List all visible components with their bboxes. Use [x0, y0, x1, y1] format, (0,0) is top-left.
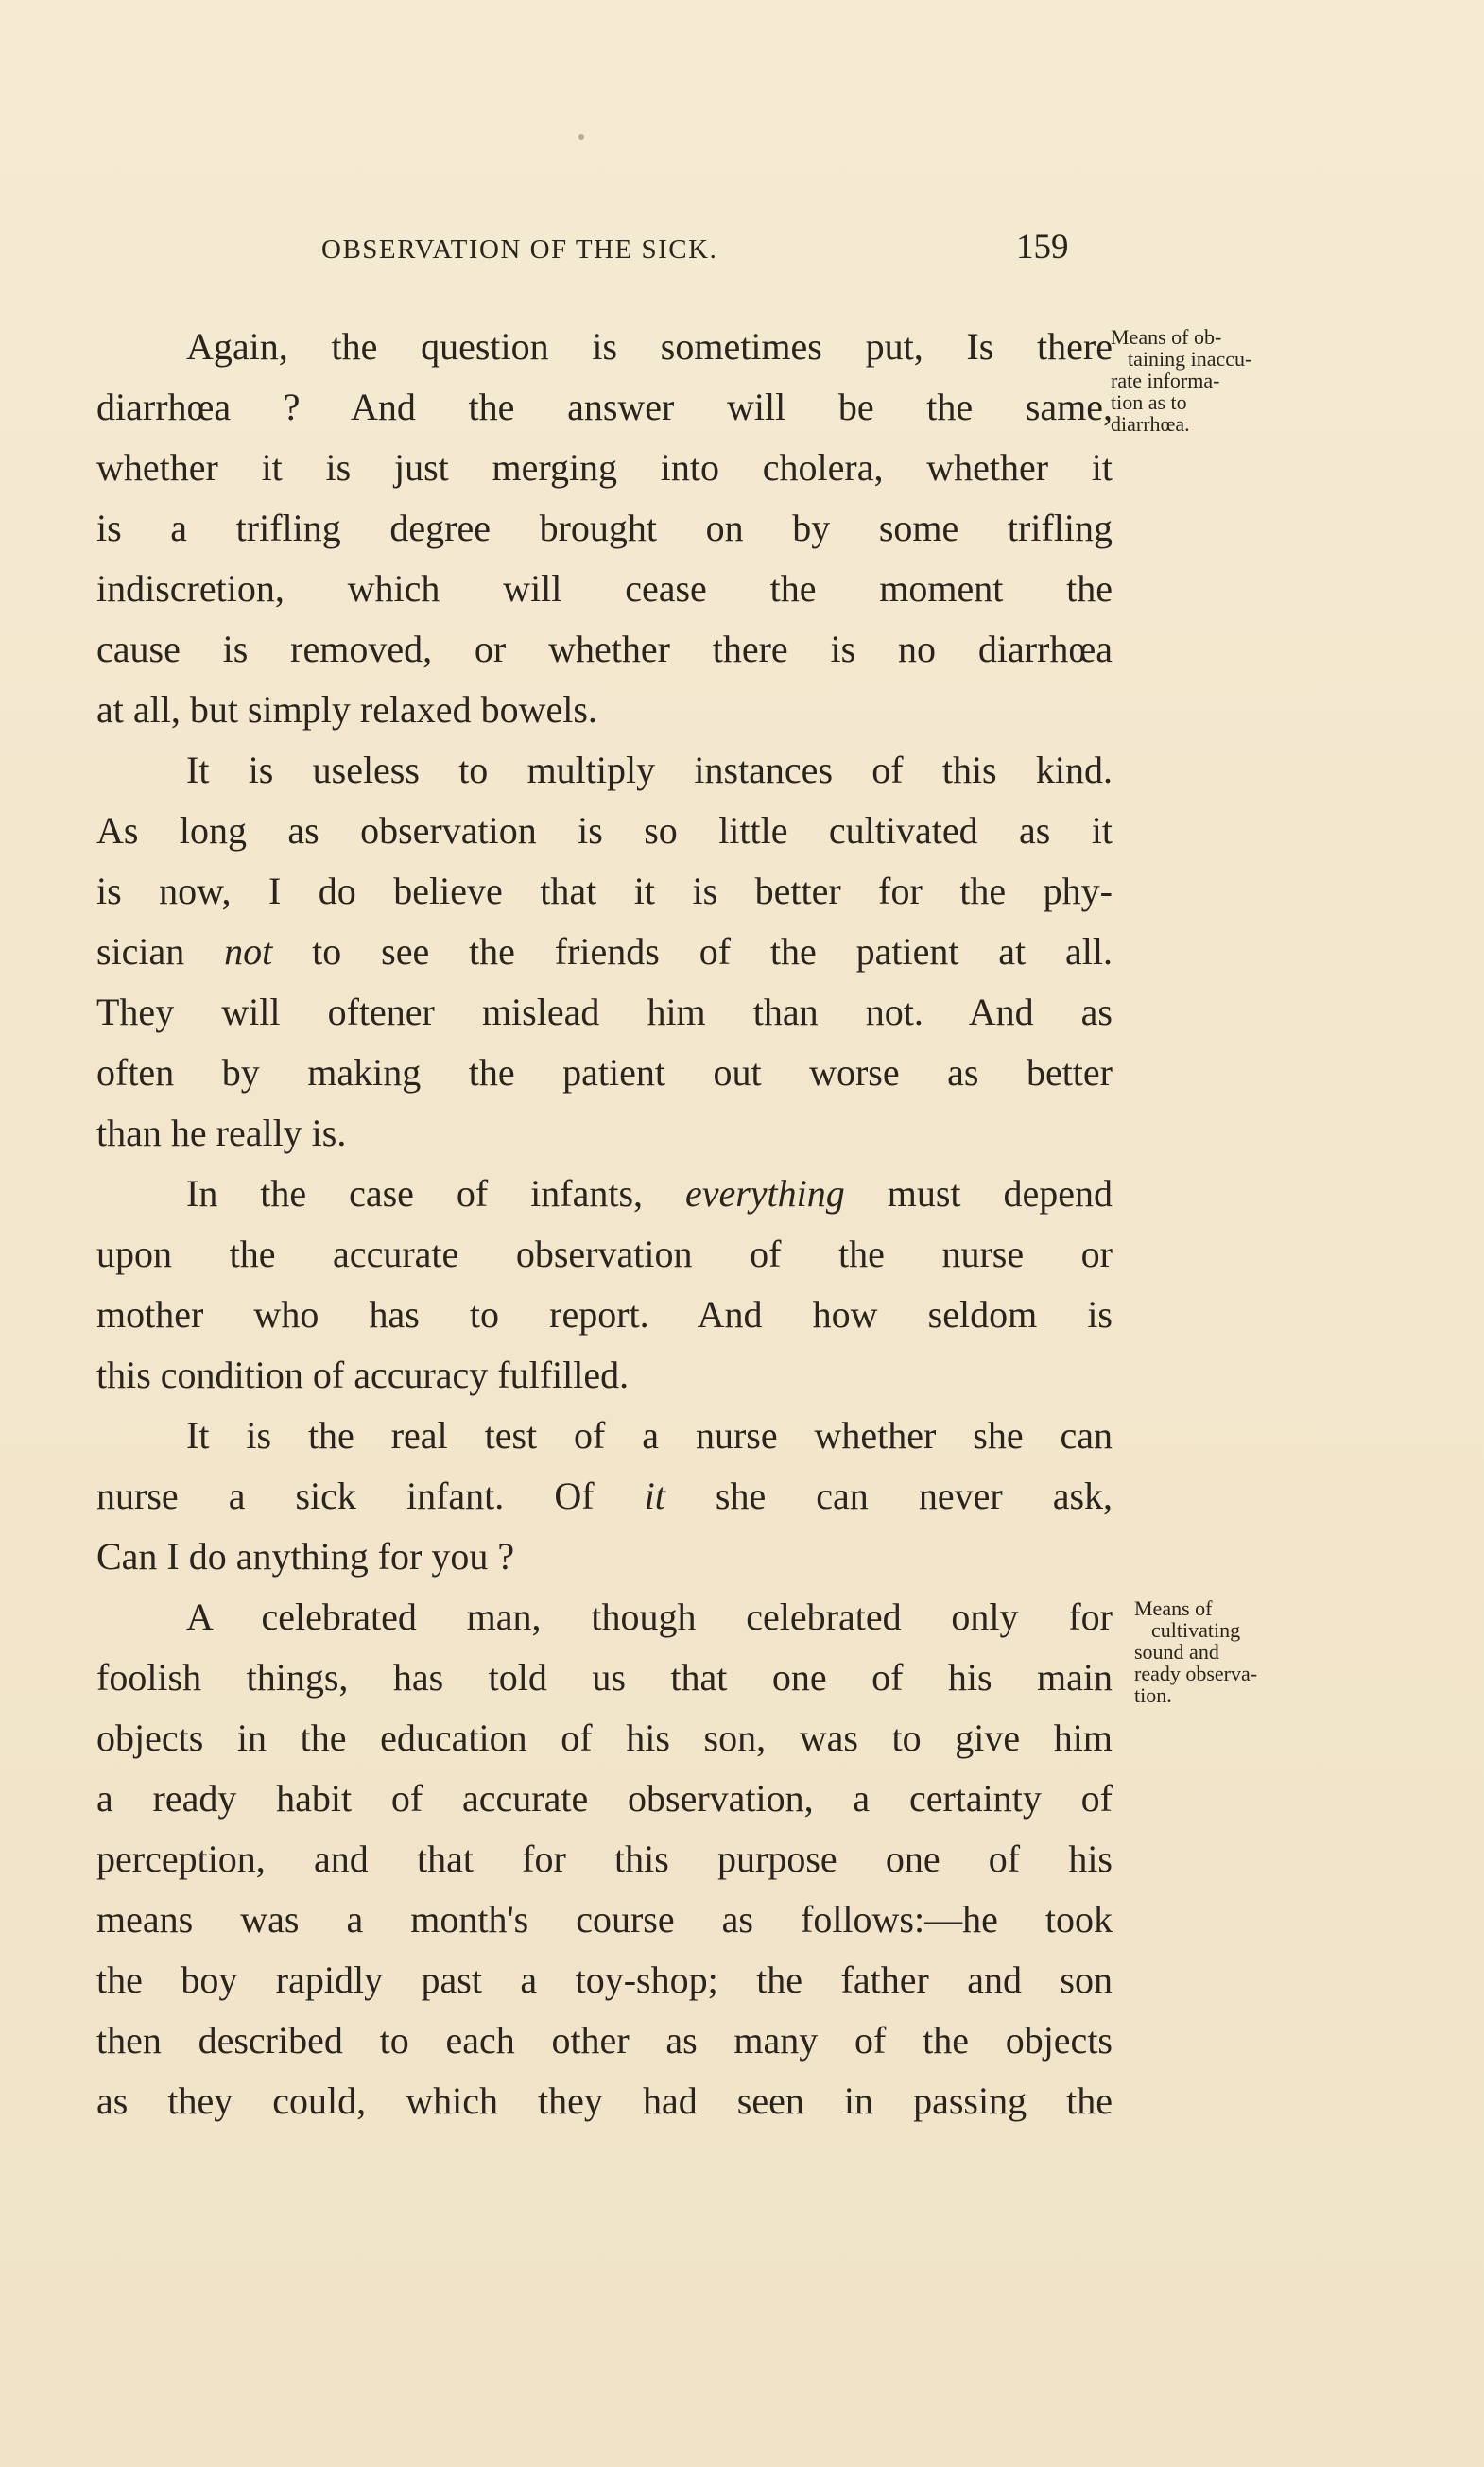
margin-note-line: Means of ob- — [1111, 325, 1222, 349]
text-segment: must depend — [887, 1172, 1113, 1215]
emphasis-it: it — [644, 1475, 665, 1517]
text-line: is a trifling degree brought on by some trifling — [96, 507, 1113, 549]
text-line: whether it is just merging into cholera, whether it — [96, 446, 1113, 489]
text-segment: she can never ask, — [715, 1475, 1113, 1517]
margin-note-line: tion as to — [1111, 390, 1187, 414]
text-segment: In the case of infants, — [186, 1172, 644, 1215]
text-line-mixed — [96, 1164, 1113, 1224]
text-line: mother who has to report. And how seldom is — [96, 1293, 1113, 1336]
margin-note-line: tion. — [1134, 1683, 1172, 1707]
text-line: is now, I do believe that it is better for the phy- — [96, 870, 1113, 912]
text-segment: sician — [96, 930, 185, 973]
emphasis-everything: everything — [684, 1172, 845, 1215]
emphasis-not: not — [224, 930, 273, 973]
text-line-mixed — [96, 1466, 1113, 1527]
text-line: the boy rapidly past a toy-shop; the father and son — [96, 1958, 1113, 2001]
margin-note-line: taining inaccu- — [1128, 347, 1252, 371]
text-line: as they could, which they had seen in passing the — [96, 2079, 1113, 2122]
text-line: As long as observation is so little cultivated as it — [96, 809, 1113, 852]
text-line: then described to each other as many of the objects — [96, 2019, 1113, 2062]
margin-note-line: diarrhœa. — [1111, 412, 1190, 436]
margin-note-line: sound and — [1134, 1640, 1219, 1664]
text-line: upon the accurate observation of the nurse or — [96, 1233, 1113, 1275]
text-line: perception, and that for this purpose one of his — [96, 1837, 1113, 1880]
text-line: It is the real test of a nurse whether she can — [186, 1414, 1113, 1457]
body-text — [96, 317, 1113, 2131]
text-line: Can I do anything for you ? — [96, 1535, 515, 1578]
margin-note-line: Means of — [1134, 1596, 1213, 1620]
paragraph-physician — [96, 740, 1113, 1164]
text-line: often by making the patient out worse as better — [96, 1051, 1113, 1094]
text-line: cause is removed, or whether there is no diarrhœa — [96, 628, 1113, 670]
margin-note-line: cultivating — [1151, 1618, 1241, 1642]
page-number: 159 — [1016, 228, 1069, 267]
text-line: this condition of accuracy fulfilled. — [96, 1354, 630, 1396]
margin-note-cultivating-observation — [1134, 1597, 1257, 1706]
paragraph-test — [96, 1406, 1113, 1587]
paragraph-diarrhoea — [96, 317, 1113, 740]
running-head — [321, 227, 1096, 274]
text-line: Again, the question is sometimes put, Is there — [186, 325, 1113, 368]
margin-note-inaccurate-information — [1111, 326, 1251, 435]
ink-speck — [578, 134, 584, 140]
text-line-mixed — [96, 922, 1113, 982]
margin-note-line: ready observa- — [1134, 1662, 1258, 1685]
text-line: than he really is. — [96, 1112, 347, 1154]
text-line: It is useless to multiply instances of this kind. — [186, 749, 1113, 791]
text-line: indiscretion, which will cease the moment the — [96, 567, 1113, 610]
running-title: OBSERVATION OF THE SICK. — [321, 234, 718, 265]
paragraph-infants — [96, 1164, 1113, 1406]
text-line: objects in the education of his son, was to give him — [96, 1717, 1113, 1759]
margin-note-line: rate informa- — [1111, 369, 1220, 392]
text-line: A celebrated man, though celebrated only for — [186, 1596, 1113, 1638]
text-line: a ready habit of accurate observation, a certainty of — [96, 1777, 1113, 1820]
paragraph-celebrated-man — [96, 1587, 1113, 2131]
text-segment: to see the friends of the patient at all. — [312, 930, 1113, 973]
text-line: at all, but simply relaxed bowels. — [96, 688, 597, 731]
text-line: diarrhœa ? And the answer will be the same, — [96, 386, 1113, 428]
text-line: means was a month's course as follows:—he took — [96, 1898, 1113, 1941]
text-line: foolish things, has told us that one of his main — [96, 1656, 1113, 1699]
text-segment: nurse a sick infant. Of — [96, 1475, 595, 1517]
text-line: They will oftener mislead him than not. And as — [96, 991, 1113, 1033]
